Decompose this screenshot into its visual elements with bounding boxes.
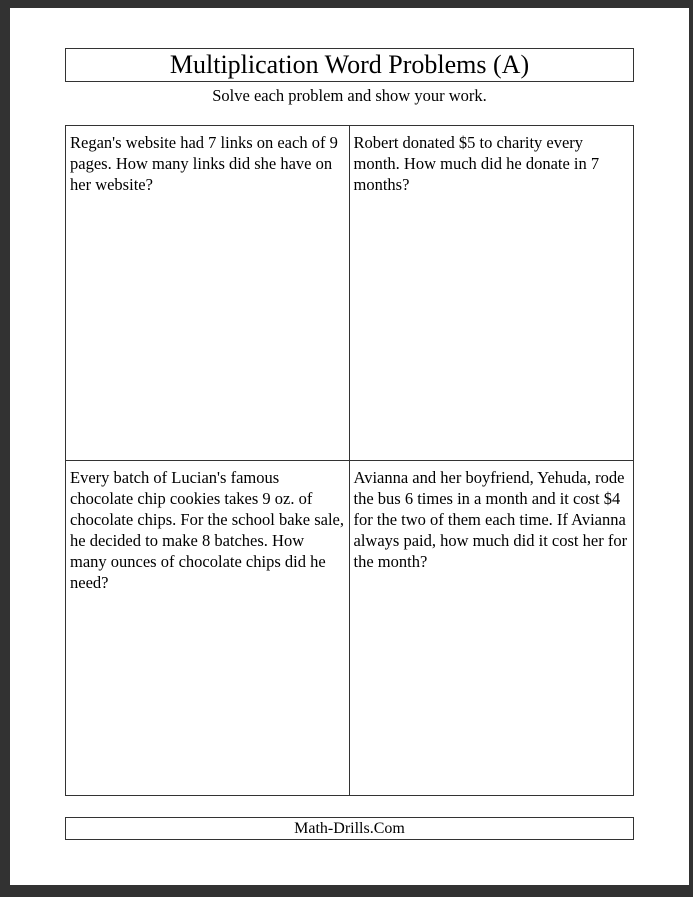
footer-credit: Math-Drills.Com <box>65 817 634 840</box>
problem-4: Avianna and her boyfriend, Yehuda, rode the bus 6 times in a month and it cost $4 for the two of them each time. If Avianna always paid, how much did it cost her for the month? <box>353 467 628 571</box>
problem-2: Robert donated $5 to charity every month. How much did he donate in 7 months? <box>350 126 634 461</box>
instructions: Solve each problem and show your work. <box>212 86 487 105</box>
problem-grid <box>65 125 634 796</box>
problem-1: Regan's website had 7 links on each of 9 pages. How many links did she have on her website? <box>66 126 350 461</box>
worksheet-page <box>10 8 689 885</box>
problem-3: Every batch of Lucian's famous chocolate chip cookies takes 9 oz. of chocolate chips. For the school bake sale, he decided to make 8 batches. How many ounces of chocolate chips did he need? <box>66 461 350 796</box>
page-title: Multiplication Word Problems (A) <box>65 48 634 82</box>
